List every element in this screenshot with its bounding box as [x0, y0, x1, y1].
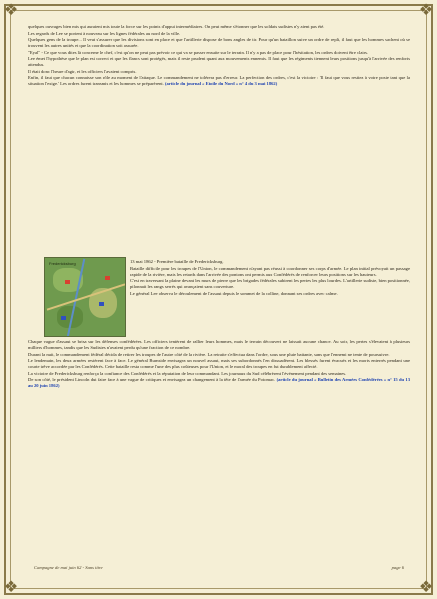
article-source-link[interactable]: (article du journal « Bulletin des Armées Confédérées » n° 15 du 13 au 20 juin 1862): [28, 377, 410, 388]
paragraph: Lee émet l'hypothèse que le plan est correct et que les flancs sont protégés, mais il reste prudent quant aux mouvements ennemis. Il faut que les régiments tiennent leurs positions jusqu'à l'arrivée des renforts attendus.: [28, 56, 410, 67]
unit-marker: [65, 280, 70, 284]
top-text-block: [28, 24, 410, 88]
corner-ornament-icon: ❖: [418, 2, 434, 19]
battle-map-image: [44, 257, 126, 337]
paragraph-text: Enfin, il faut que chacun connaisse son rôle au moment de l'attaque. Le commandement ne tolérera pas d'erreur. La perfection des ordres, c'est la victoire : 'Il faut que vous restiez à votre poste tant que la situation l'exige.' Les ordres furent transmis et les hommes se préparèrent.: [28, 75, 410, 86]
unit-marker: [99, 302, 104, 306]
footer-title: Campagne de mai juin 62 - Sans titre: [34, 565, 103, 570]
paragraph: [28, 75, 410, 87]
map-side-text: [130, 259, 410, 297]
paragraph: Durant la nuit, le commandement fédéral décida de retirer les troupes de l'autre côté de la rivière. La retraite s'effectua dans l'ordre, sous une pluie battante, sans que l'ennemi ne tente de poursuivre.: [28, 351, 390, 357]
paragraph: Le général Lee observa le déroulement de l'assaut depuis le sommet de la colline, donnant ses ordres avec calme.: [130, 290, 338, 296]
paragraph: Il était donc l'heure d'agir, et les officiers l'avaient compris.: [28, 68, 137, 74]
corner-ornament-icon: ❖: [3, 2, 19, 19]
paragraph: La victoire de Fredericksburg renforça la confiance des Confédérés et la réputation de leur commandant. Les journaux du Sud célébrèrent l'événement pendant des semaines.: [28, 370, 347, 376]
paragraph: Le lendemain, les deux armées restèrent face à face. Le général Burnside envisagea un nouvel assaut, mais ses subordonnés l'en dissuadèrent. Les blessés furent évacués et les morts enterrés pendant une courte trêve accordée par les Confédérés. Cette bataille resta comme l'une des plus coûteuses pour l'Union, et le moral des troupes en fut durablement affecté.: [28, 358, 410, 369]
paragraph-text: De son côté, le président Lincoln dut faire face à une vague de critiques et envisagea un changement à la tête de l'armée du Potomac.: [28, 377, 276, 382]
map-label: Fredericksburg: [49, 261, 76, 266]
page-number: page 6: [391, 565, 404, 570]
paragraph: quelques ouvrages bien mis qui auraient mis toute la force sur les points d'appui intermédiaires. On peut même s'étonner que les soldats sudistes n'y aient pas été.: [28, 24, 325, 29]
paragraph: Chaque vague d'assaut se brisa sur les défenses confédérées. Les officiers tentèrent de rallier leurs hommes, mais le terrain découvert ne laissait aucune chance. Au soir, les pertes s'élevaient à plusieurs milliers d'hommes, tandis que les Sudistes n'avaient perdu qu'une fraction de ce nombre.: [28, 339, 410, 350]
paragraph: Bataille difficile pour les troupes de l'Union, le commandement n'ayant pas réussi à coordonner ses corps d'armée. Le plan initial prévoyait un passage rapide de la rivière, mais les retards dans l'arrivée des pontons ont permis aux Confédérés de renforcer leurs positions sur les hauteurs.: [130, 265, 410, 277]
paragraph: C'est en traversant la plaine devant les murs de pierre que les brigades fédérales subirent les pertes les plus lourdes. L'artillerie sudiste, bien positionnée, pilonnait les rangs serrés qui avançaient sans couverture.: [130, 278, 410, 289]
bottom-text-block: [28, 339, 410, 390]
paragraph: Quelques gens de la troupe... Il veut s'assurer que les divisions sont en place et que l'artillerie dispose de bons angles de tir. Pour qu'un bataillon suive un ordre de repli, il faut que les hommes sachent où se trouvent les autres unités et que la coordination soit assurée.: [28, 37, 410, 48]
corner-ornament-icon: ❖: [418, 579, 434, 596]
corner-ornament-icon: ❖: [3, 579, 19, 596]
paragraph: "Eyal" - Ce que vous dites là concerne le chef, c'est qu'on ne peut pas prévoir ce qui va se passer ensuite sur le terrain. Il n'y a pas de place pour l'hésitation, les ordres doivent être clairs.: [28, 49, 369, 55]
map-section: [44, 257, 410, 337]
paragraph: [28, 377, 410, 389]
article-source-link[interactable]: (article du journal « Etoile du Nord » n° 4 du 3 mai 1862): [165, 81, 278, 86]
unit-marker: [105, 276, 110, 280]
unit-marker: [61, 316, 66, 320]
paragraph: 13 mai 1862 - Première bataille de Fredericksburg.: [130, 259, 224, 264]
paragraph: Les regards de Lee se portent à nouveau sur les lignes fédérales au nord de la ville.: [28, 30, 181, 36]
